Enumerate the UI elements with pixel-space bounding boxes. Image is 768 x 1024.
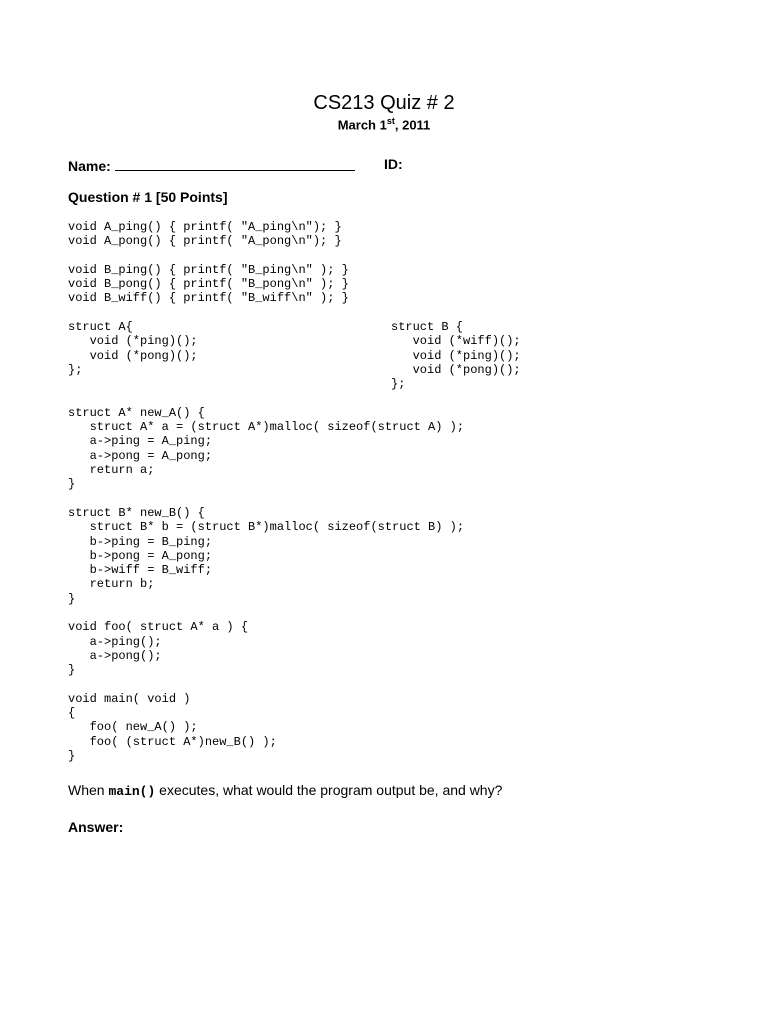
question-prompt — [68, 782, 502, 799]
prompt-prefix: When — [68, 782, 109, 798]
date-month-day: March 1 — [337, 117, 387, 133]
prompt-code: main() — [108, 784, 156, 799]
date-ordinal: st — [386, 116, 395, 126]
name-blank-line[interactable] — [115, 156, 355, 171]
id-label: ID: — [384, 156, 403, 172]
question-heading: Question # 1 [50 Points] — [68, 189, 228, 205]
answer-label: Answer: — [68, 819, 124, 835]
id-field-row — [384, 156, 403, 172]
date-year: , 2011 — [394, 117, 431, 133]
prompt-suffix: executes, what would the program output be, and why? — [155, 782, 503, 798]
code-block-main: void A_ping() { printf( "A_ping\n"); } void A_pong() { printf( "A_pong\n"); } void B_ping() { printf( "B_ping\n" ); } void B_pong() { printf( "B_pong\n" ); } void B_wiff() { printf( "B_wiff\n" ); } struct A{ void (*ping)(); void (*pong)(); }; struct A* new_A() { struct A* a = (struct A*)malloc( sizeof(struct A) ); a->ping = A_ping; a->pong = A_pong; return a; } struct B* new_B() { struct B* b = (struct B*)malloc( sizeof(struct B) ); b->ping = B_ping; b->pong = A_pong; b->wiff = B_wiff; return b; } void foo( struct A* a ) { a->ping(); a->pong(); } void main( void ) { foo( new_A() ); foo( (struct A*)new_B() ); } — [68, 220, 465, 763]
quiz-date — [0, 116, 768, 132]
code-block-struct-b: struct B { void (*wiff)(); void (*ping)(); void (*pong)(); }; — [391, 320, 521, 392]
page-title: CS213 Quiz # 2 — [313, 92, 455, 114]
name-field-row — [68, 156, 355, 174]
name-label: Name: — [68, 158, 111, 174]
